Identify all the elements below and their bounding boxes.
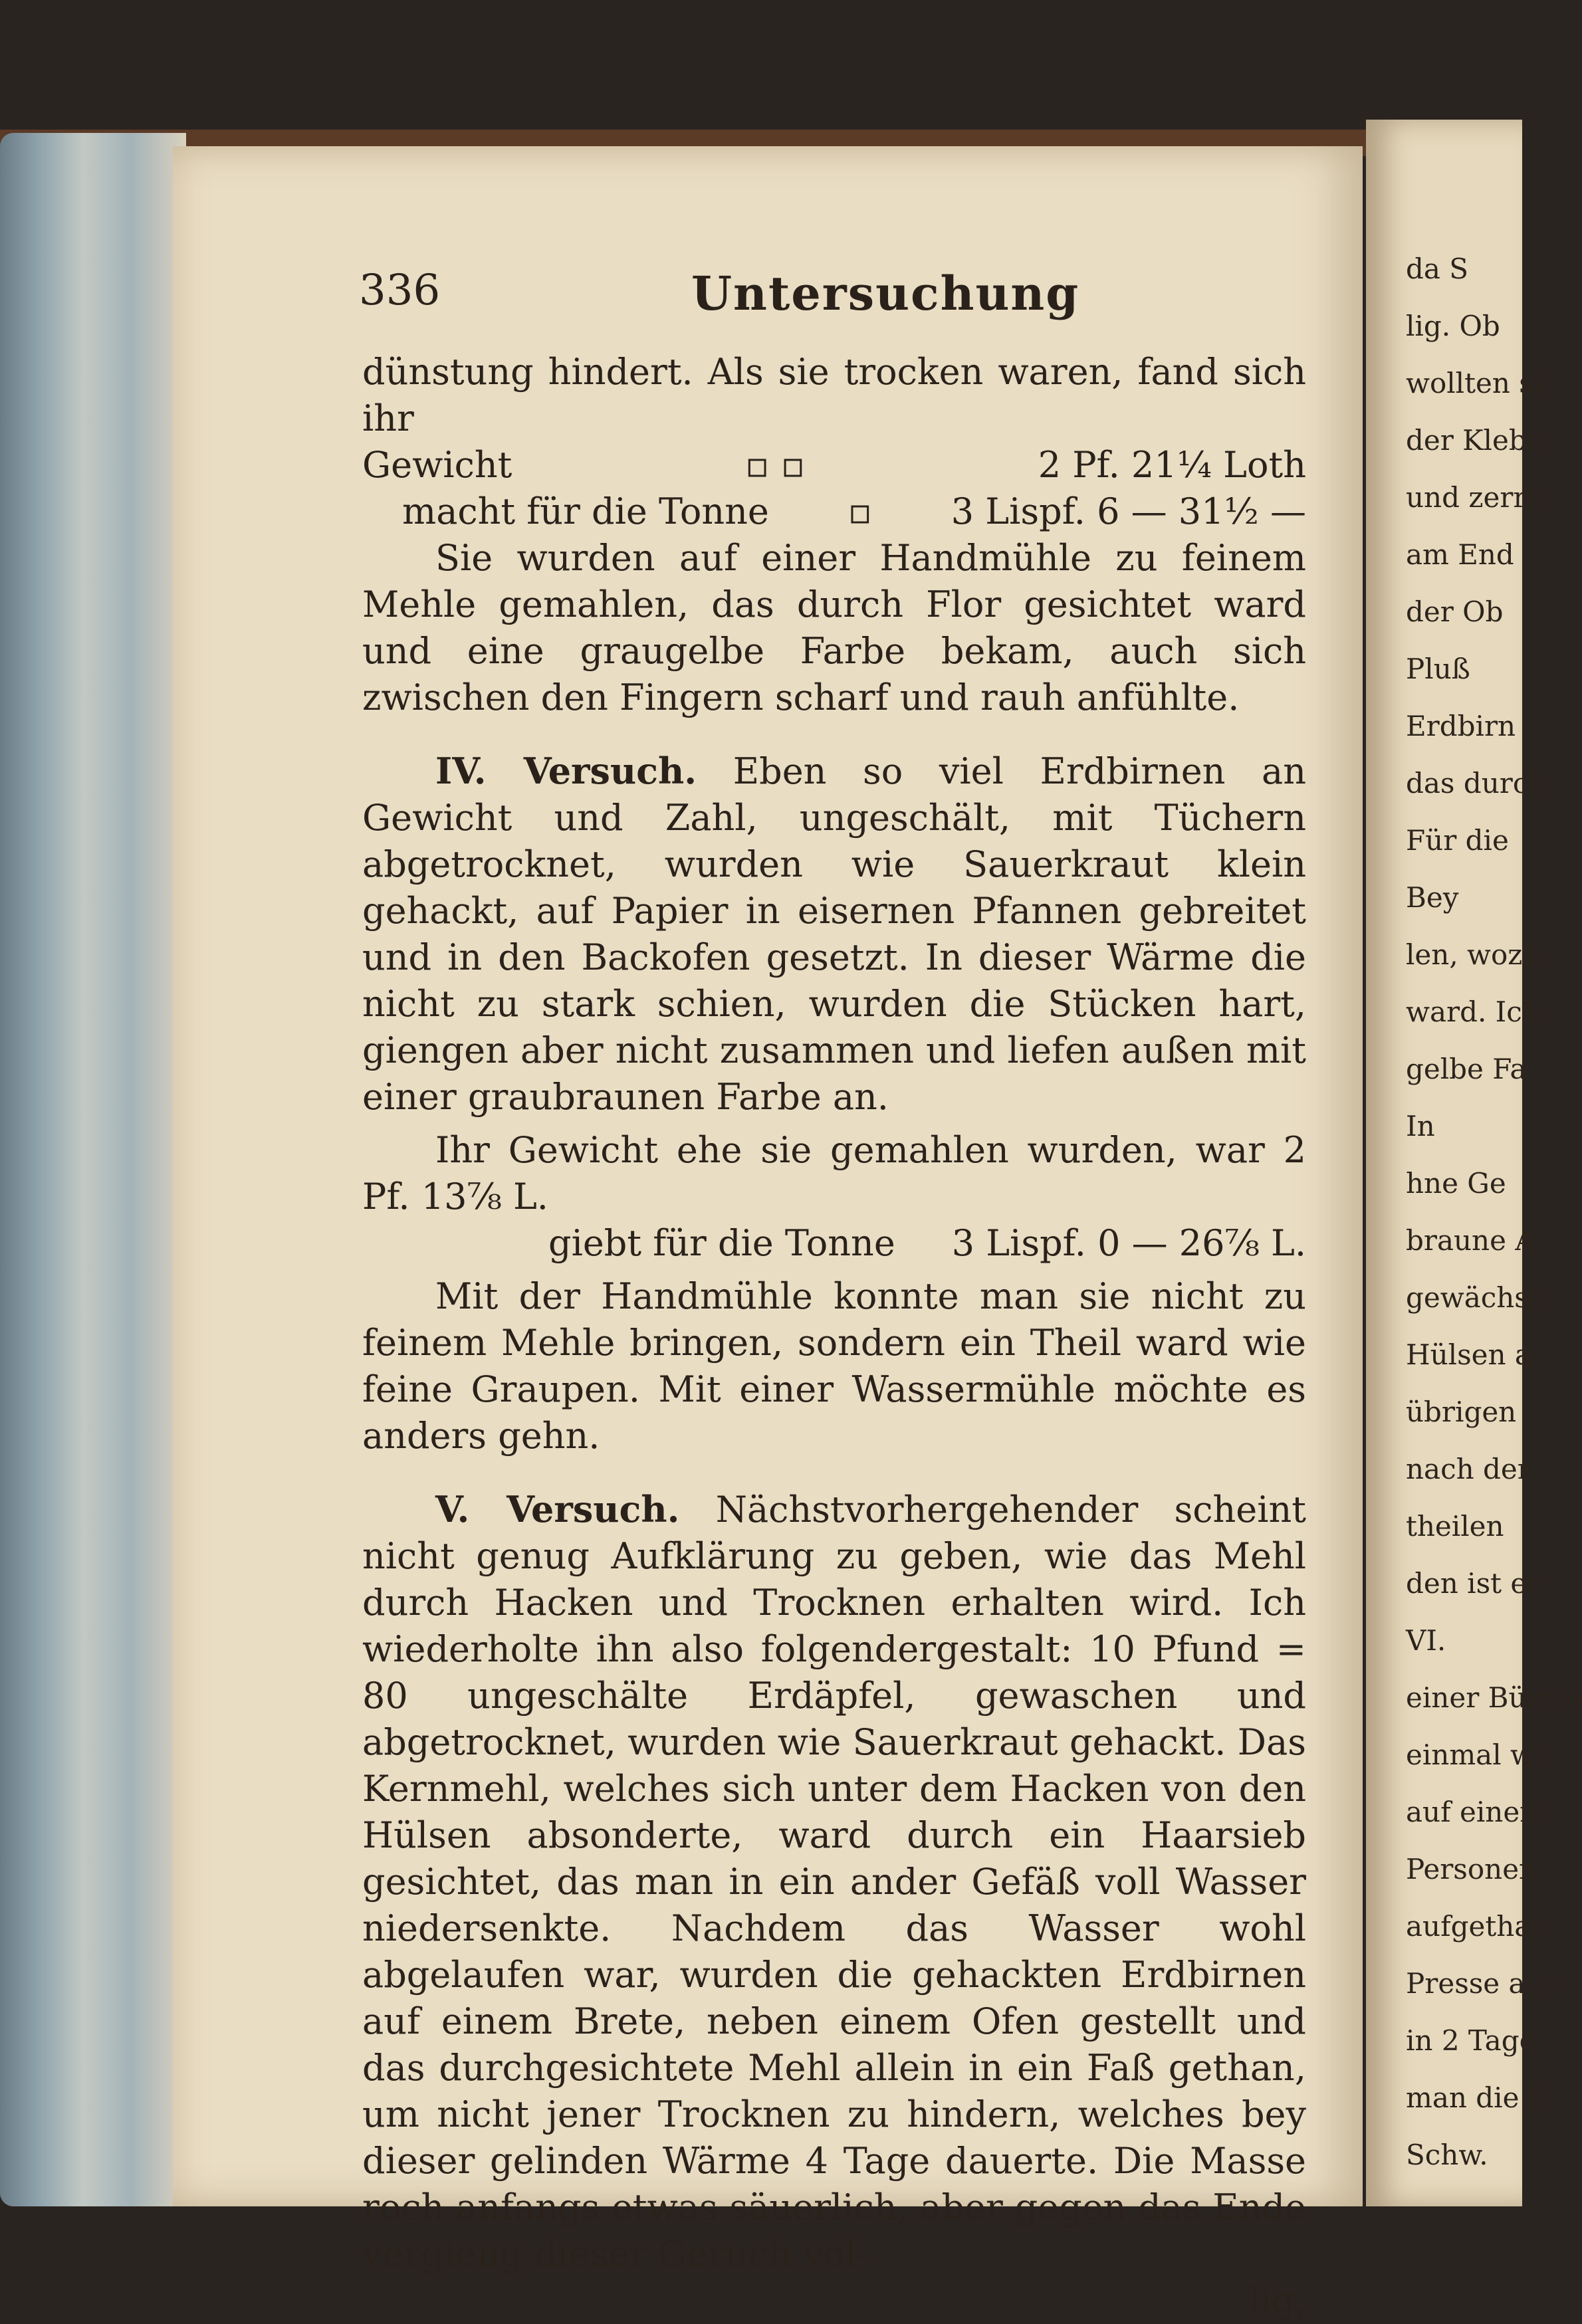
next-page-text-fragment: ward. Ich bbox=[1406, 996, 1540, 1028]
paragraph-versuch-v bbox=[362, 1486, 1306, 2277]
next-page-fragment bbox=[1366, 120, 1582, 2206]
next-page-text-fragment: Hülsen a bbox=[1406, 1338, 1531, 1371]
next-page-text-fragment: den ist er bbox=[1406, 1567, 1541, 1600]
weight-label: Gewicht bbox=[362, 444, 512, 486]
next-page-text-fragment: Personen bbox=[1406, 1853, 1537, 1885]
tonne-value-2: 3 Lispf. 0 — 26⅞ L. bbox=[951, 1222, 1306, 1264]
page-block-edge bbox=[0, 133, 186, 2206]
next-page-text-fragment: einer Bürste bbox=[1406, 1681, 1582, 1714]
next-page-text-fragment: Erdbirn bbox=[1406, 710, 1516, 742]
next-page-text-fragment: da S bbox=[1406, 253, 1469, 285]
weight-value: 2 Pf. 21¼ Loth bbox=[1038, 444, 1306, 486]
next-page-text-fragment: einmal wo bbox=[1406, 1739, 1551, 1771]
next-page-text-fragment: auf einem bbox=[1406, 1796, 1547, 1828]
next-page-text-fragment: Bey bbox=[1406, 881, 1459, 914]
running-title: Untersuchung bbox=[691, 266, 1080, 321]
next-page-text-fragment: Presse aus bbox=[1406, 1967, 1558, 2000]
weight-dots: ▫ ▫ bbox=[744, 444, 806, 486]
tonne-row bbox=[362, 488, 1306, 535]
paragraph-versuch-iv bbox=[362, 748, 1306, 1120]
tonne-row-2 bbox=[362, 1220, 1306, 1267]
section-heading: IV. Versuch. bbox=[435, 750, 697, 792]
paragraph-line: Ihr Gewicht ehe sie gemahlen wurden, war 2 Pf. 13⅞ L. bbox=[362, 1129, 1306, 1217]
next-page-text-fragment: in 2 Tage bbox=[1406, 2024, 1536, 2057]
next-page-text-fragment: braune A bbox=[1406, 1224, 1535, 1257]
tonne-value: 3 Lispf. 6 — 31½ — bbox=[951, 490, 1306, 532]
next-page-text-fragment: wollten si bbox=[1406, 367, 1543, 399]
next-page-text-fragment: der Ob bbox=[1406, 595, 1504, 628]
next-page-text-fragment: theilen bbox=[1406, 1510, 1504, 1542]
next-page-text-fragment: Schw. bbox=[1406, 2139, 1488, 2171]
next-page-text-fragment: gelbe Fa bbox=[1406, 1053, 1527, 1085]
page-body bbox=[362, 349, 1306, 2324]
paragraph-text: Eben so viel Erdbirnen an Gewicht und Zahl, ungeschält, mit Tüchern abgetrocknet, wurden wie Sauerkraut klein gehackt, auf Papier in eisernen Pfannen gebreitet und in den Backofen gesetzt. In dieser Wärme die nicht zu stark schien, wurden die Stücken hart, giengen aber nicht zusammen und liefen außen mit einer graubraunen Farbe an. bbox=[362, 750, 1307, 1118]
next-page-text-fragment: der Klebe bbox=[1406, 424, 1543, 457]
section-heading: V. Versuch. bbox=[435, 1488, 680, 1531]
next-page-text-fragment: Pluß bbox=[1406, 653, 1470, 685]
paragraph-line: dünstung hindert. Als sie trocken waren, fand sich ihr bbox=[362, 351, 1306, 439]
paragraph: Sie wurden auf einer Handmühle zu feinem Mehle gemahlen, das durch Flor gesichtet ward und eine graugelbe Farbe bekam, auch sich zwischen den Fingern scharf und rauh anfühlte. bbox=[362, 537, 1306, 718]
catchword: lig, bbox=[1248, 2279, 1306, 2321]
next-page-text-fragment: am End bbox=[1406, 538, 1514, 571]
next-page-text-fragment: und zerrei bbox=[1406, 481, 1552, 514]
next-page-text-fragment: hne Ge bbox=[1406, 1167, 1506, 1200]
next-page-text-fragment: aufgethan bbox=[1406, 1910, 1549, 1943]
next-page-text-fragment: gewächse bbox=[1406, 1281, 1545, 1314]
next-page-text-fragment: len, wozu bbox=[1406, 938, 1541, 971]
page-number: 336 bbox=[359, 266, 441, 315]
page-header bbox=[359, 266, 1329, 332]
tonne-label: macht für die Tonne bbox=[402, 490, 769, 532]
paragraph: Mit der Handmühle konnte man sie nicht zu feinem Mehle bringen, sondern ein Theil ward wie feine Graupen. Mit einer Wassermühle möchte es anders gehn. bbox=[362, 1275, 1306, 1457]
next-page-text-fragment: In bbox=[1406, 1110, 1435, 1142]
next-page-text-fragment: VI. bbox=[1406, 1624, 1446, 1657]
next-page-text-fragment: übrigen bbox=[1406, 1396, 1517, 1428]
weight-row bbox=[362, 442, 1306, 488]
next-page-text-fragment: das durch bbox=[1406, 767, 1547, 799]
tonne-label-2: giebt für die Tonne bbox=[548, 1222, 895, 1264]
next-page-text-fragment: Für die bbox=[1406, 824, 1509, 857]
next-page-text-fragment: lig. Ob bbox=[1406, 310, 1500, 342]
paragraph-text: Nächstvorhergehender scheint nicht genug Aufklärung zu geben, wie das Mehl durch Hacken und Trocknen erhalten wird. Ich wiederholte ihn also folgendergestalt: 10 Pfund = 80 ungeschälte Erdäpfel, gewaschen und abgetrocknet, wurden wie Sauerkraut gehackt. Das Kernmehl, welches sich unter dem Hacken von den Hülsen absonderte, ward durch ein Haarsieb gesichtet, das man in ein ander Gefäß voll Wasser niedersenkte. Nachdem das Wasser wohl abgelaufen war, wurden die gehackten Erdbirnen auf einem Brete, neben einem Ofen gestellt und das durchgesichtete Mehl allein in ein Faß gethan, um nicht jener Trocknen zu hindern, welches bey dieser gelinden Wärme 4 Tage dauerte. Die Masse roch anfangs etwas säuerlich, aber gegen das Ende vergieng dieser Geruch völ- bbox=[362, 1489, 1306, 2275]
next-page-text-fragment: man die E bbox=[1406, 2081, 1549, 2114]
next-page-text-fragment: nach den bbox=[1406, 1453, 1535, 1485]
tonne-dot: ▫ bbox=[848, 490, 873, 532]
